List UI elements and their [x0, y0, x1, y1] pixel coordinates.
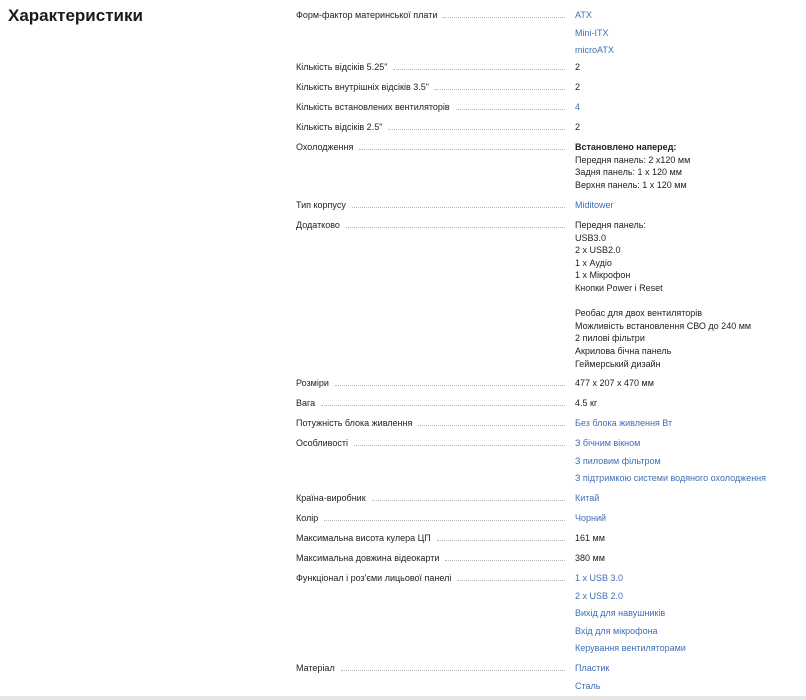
spec-label: Максимальна довжина відеокарти: [296, 553, 440, 563]
leader-dots: [456, 99, 565, 110]
spec-label: Охолодження: [296, 142, 354, 152]
spec-row-case-type: [296, 197, 796, 217]
spec-row-weight: [296, 395, 796, 415]
spec-value-link[interactable]: 1 x USB 3.0: [575, 573, 624, 583]
spec-row-cooler-height: [296, 530, 796, 550]
cooling-heading: Встановлено наперед:: [575, 142, 677, 152]
spec-value-link[interactable]: Сталь: [575, 680, 601, 691]
spec-row-color: [296, 510, 796, 530]
leader-dots: [321, 395, 565, 406]
leader-dots: [372, 490, 565, 501]
spec-value: 2: [575, 82, 581, 92]
specs-table: [296, 7, 796, 696]
leader-dots: [359, 139, 565, 150]
spec-row-cooling: [296, 139, 796, 197]
spec-label: Колір: [296, 513, 319, 523]
spec-value-link[interactable]: Вихід для навушників: [575, 608, 666, 618]
spec-label: Кількість внутрішніх відсіків 3.5": [296, 82, 429, 92]
spec-value-link[interactable]: Miditower: [575, 200, 614, 210]
spec-row-extra: [296, 217, 796, 375]
spec-label: Особливості: [296, 438, 348, 448]
leader-dots: [346, 217, 565, 228]
spec-value-link[interactable]: Китай: [575, 493, 600, 503]
spec-value-link[interactable]: З підтримкою системи водяного охолодження: [575, 473, 767, 483]
spec-value-link[interactable]: 2 x USB 2.0: [575, 590, 624, 601]
leader-dots: [393, 59, 565, 70]
spec-label: Тип корпусу: [296, 200, 346, 210]
spec-value-link[interactable]: ATX: [575, 10, 592, 20]
spec-row-gpu-length: [296, 550, 796, 570]
spec-label: Країна-виробник: [296, 493, 366, 503]
leader-dots: [354, 435, 565, 446]
spec-label: Вага: [296, 398, 316, 408]
spec-value-link[interactable]: З пиловим фільтром: [575, 455, 661, 466]
leader-dots: [457, 570, 565, 581]
spec-label: Максимальна висота кулера ЦП: [296, 533, 431, 543]
spec-label: Кількість встановлених вентиляторів: [296, 102, 450, 112]
spec-value-link[interactable]: Без блока живлення Вт: [575, 418, 673, 428]
spec-row-form-factor: [296, 7, 796, 59]
spec-value: 2: [575, 122, 581, 132]
spec-value: 161 мм: [575, 533, 605, 543]
spec-value-link[interactable]: Mini-ITX: [575, 27, 609, 38]
spec-value-link[interactable]: Чорний: [575, 513, 607, 523]
leader-dots: [324, 510, 565, 521]
cooling-details: Передня панель: 2 x120 мм Задня панель: 1 x 120 мм Верхня панель: 1 x 120 мм: [575, 154, 691, 190]
leader-dots: [437, 530, 565, 541]
spec-value-link[interactable]: Пластик: [575, 663, 610, 673]
extra-details: Передня панель: USB3.0 2 x USB2.0 1 x Аудіо 1 x Мікрофон Кнопки Power і Reset Реобас для двох вентиляторів Можливість встановлення СВО до 240 мм 2 пилові фільтри Акрилова бічна панель Геймерський дизайн: [575, 220, 752, 369]
leader-dots: [388, 119, 565, 130]
spec-label: Кількість відсіків 5.25": [296, 62, 388, 72]
spec-value-link[interactable]: З бічним вікном: [575, 438, 641, 448]
page-title: Характеристики: [8, 6, 143, 25]
spec-value-link[interactable]: microATX: [575, 45, 614, 55]
spec-row-fans-installed: [296, 99, 796, 119]
leader-dots: [341, 660, 565, 671]
spec-label: Кількість відсіків 2.5": [296, 122, 383, 132]
spec-label: Потужність блока живлення: [296, 418, 413, 428]
leader-dots: [443, 7, 565, 18]
spec-value: 477 x 207 x 470 мм: [575, 378, 654, 388]
spec-label: Матеріал: [296, 663, 335, 673]
leader-dots: [445, 550, 565, 561]
spec-value-link[interactable]: 4: [575, 102, 581, 112]
spec-value: 2: [575, 62, 581, 72]
spec-row-bays-35: [296, 79, 796, 99]
page-bottom-divider: [0, 696, 806, 700]
spec-row-bays-525: [296, 59, 796, 79]
spec-label: Розміри: [296, 378, 329, 388]
spec-value: 380 мм: [575, 553, 605, 563]
leader-dots: [418, 415, 565, 426]
spec-row-psu-power: [296, 415, 796, 435]
spec-row-country: [296, 490, 796, 510]
spec-label: Форм-фактор материнської плати: [296, 10, 438, 20]
spec-row-front-panel: [296, 570, 796, 660]
spec-value-link[interactable]: Керування вентиляторами: [575, 643, 686, 653]
leader-dots: [335, 375, 565, 386]
leader-dots: [352, 197, 565, 208]
spec-value: 4.5 кг: [575, 398, 598, 408]
spec-row-material: [296, 660, 796, 696]
spec-row-features: [296, 435, 796, 490]
spec-row-bays-25: [296, 119, 796, 139]
spec-label: Додатково: [296, 220, 340, 230]
spec-label: Функціонал і роз'єми лицьової панелі: [296, 573, 452, 583]
spec-row-dimensions: [296, 375, 796, 395]
spec-value-link[interactable]: Вхід для мікрофона: [575, 625, 658, 636]
leader-dots: [435, 79, 565, 90]
